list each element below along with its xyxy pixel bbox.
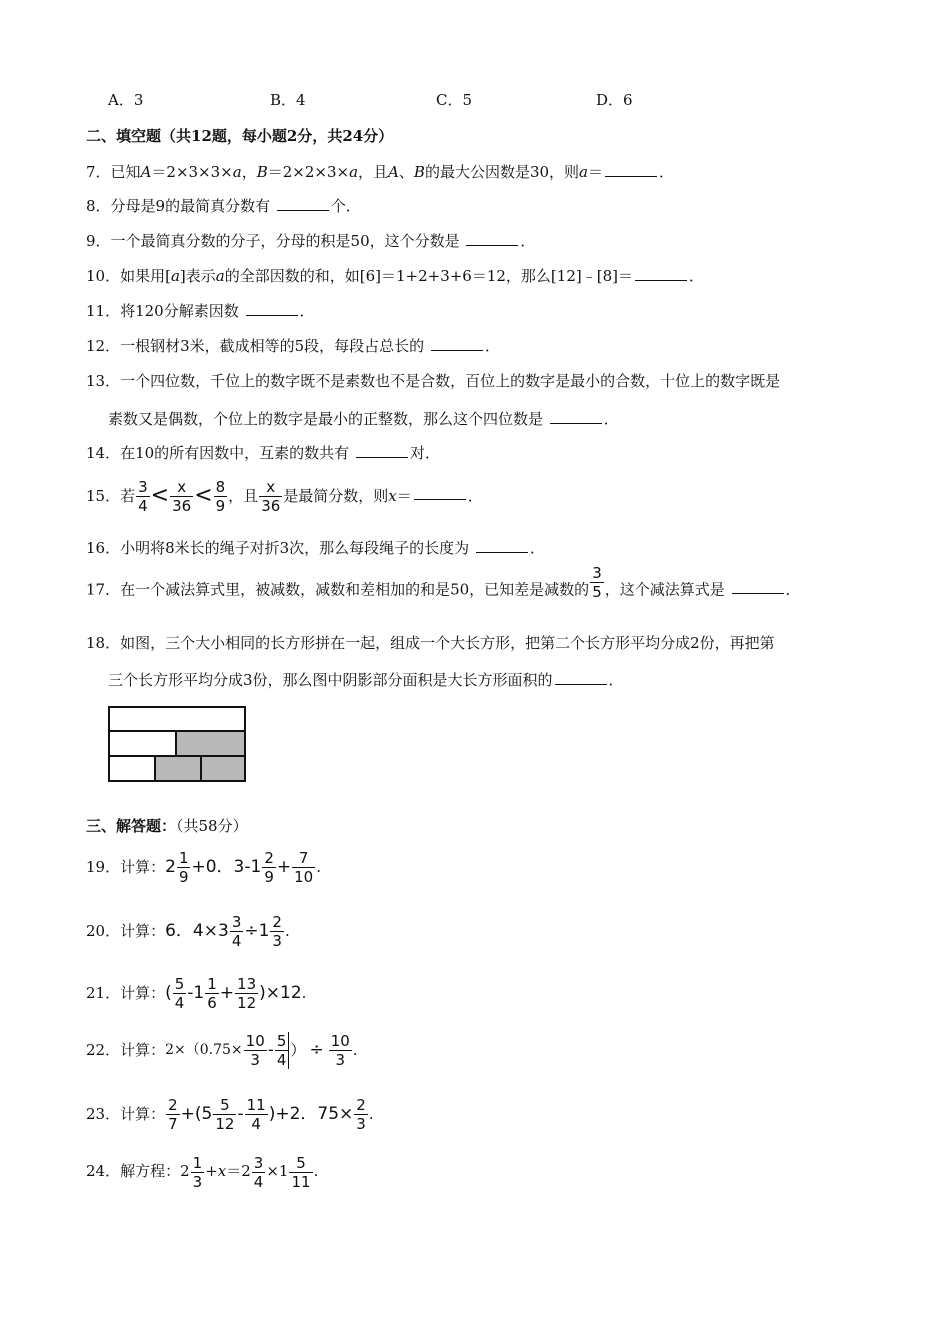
shaded-region: [202, 757, 244, 780]
fraction: $\frac{5}{4}$: [174, 974, 185, 1012]
answer-blank[interactable]: [476, 538, 528, 553]
question-16: 16．小明将8米长的绳子对折3次，那么每段绳子的长度为 ．: [86, 539, 545, 557]
option-d: D．6: [596, 91, 633, 109]
shaded-region: [177, 732, 244, 757]
fraction: $\frac{5}{4}$: [275, 1032, 290, 1069]
rectangle-row-3-left: [110, 757, 156, 780]
question-24: 24．解方程：2 $\frac{1}{3}$ +x＝2 $\frac{3}{4}$ ×1 $\frac{5}{11}$ .: [86, 1153, 319, 1191]
fraction: $\frac{10}{3}$: [330, 1031, 350, 1069]
fraction: $\frac{x}{36}$: [261, 477, 281, 515]
question-11: 11．将120分解素因数 ．: [86, 302, 315, 320]
question-8: 8．分母是9的最简真分数有 个．: [86, 197, 361, 215]
fraction: $\frac{1}{9}$: [178, 848, 189, 886]
option-b: B．4: [270, 91, 306, 109]
fraction: $\frac{5}{11}$: [291, 1153, 311, 1191]
answer-blank[interactable]: [635, 266, 687, 281]
question-13-line1: 13．一个四位数，千位上的数字既不是素数也不是合数，百位上的数字是最小的合数，十位上的数字既是: [86, 372, 781, 390]
question-22: 22．计算：2×（0.75× $\frac{10}{3}$ - $\frac{5}{4}$ ） ÷ $\frac{10}{3}$ .: [86, 1031, 358, 1069]
question-18-line1: 18．如图，三个大小相同的长方形拼在一起，组成一个大长方形，把第二个长方形平均分成2份，再把第: [86, 634, 775, 652]
rectangle-row-2-left: [110, 732, 177, 757]
fraction: $\frac{1}{3}$: [192, 1153, 203, 1191]
fraction: $\frac{11}{4}$: [246, 1095, 266, 1133]
fraction: $\frac{3}{5}$: [592, 563, 602, 601]
answer-blank[interactable]: [246, 301, 298, 316]
question-9: 9．一个最简真分数的分子，分母的积是50，这个分数是 ．: [86, 232, 536, 250]
question-18-line2: 三个长方形平均分成3份，那么图中阴影部分面积是大长方形面积的 ．: [108, 671, 624, 689]
answer-blank[interactable]: [414, 485, 466, 500]
fraction: $\frac{3}{4}$: [253, 1153, 264, 1191]
rectangle-figure: [108, 706, 246, 782]
question-12: 12．一根钢材3米，截成相等的5段，每段占总长的 ．: [86, 337, 500, 355]
question-7: 7．已知A＝2×3×3×a，B＝2×2×3×a，且A、B的最大公因数是30，则a＝ ．: [86, 163, 675, 181]
question-21: 21．计算：( $\frac{5}{4}$ -1 $\frac{1}{6}$ + $\frac{13}{12}$ )×12.: [86, 974, 307, 1012]
fraction: $\frac{13}{12}$: [237, 974, 257, 1012]
fraction: $\frac{8}{9}$: [215, 477, 226, 515]
answer-blank[interactable]: [277, 196, 329, 211]
answer-blank[interactable]: [431, 336, 483, 351]
answer-blank[interactable]: [550, 409, 602, 424]
fraction: $\frac{x}{36}$: [172, 477, 192, 515]
section-2-title: 二、填空题（共12题，每小题2分，共24分）: [86, 127, 394, 145]
question-23: 23．计算： $\frac{2}{7}$ +(5 $\frac{5}{12}$ - $\frac{11}{4}$ )+2．75× $\frac{2}{3}$ .: [86, 1095, 374, 1133]
fraction: $\frac{5}{12}$: [215, 1095, 235, 1133]
answer-blank[interactable]: [555, 670, 607, 685]
option-c: C．5: [436, 91, 473, 109]
question-13-line2: 素数又是偶数，个位上的数字是最小的正整数，那么这个四位数是 ．: [108, 410, 619, 428]
question-14: 14．在10的所有因数中，互素的数共有 对．: [86, 444, 440, 462]
question-17: 17．在一个减法算式里，被减数，减数和差相加的和是50，已知差是减数的 $\frac{3}{5}$ ，这个减法算式是 ．: [86, 563, 801, 601]
question-10: 10．如果用[a]表示a的全部因数的和，如[6]＝1+2+3+6＝12，那么[12]﹣[8]＝ ．: [86, 267, 704, 285]
fraction: $\frac{10}{3}$: [245, 1031, 265, 1069]
fraction: $\frac{2}{3}$: [356, 1095, 366, 1133]
option-a: A．3: [108, 91, 144, 109]
fraction: $\frac{3}{4}$: [138, 477, 148, 515]
fraction: $\frac{7}{10}$: [294, 848, 314, 886]
question-15: 15．若 $\frac{3}{4}$ < $\frac{x}{36}$ < $\frac{8}{9}$ ，且 $\frac{x}{36}$ 是最简分数，则x＝ ．: [86, 477, 483, 515]
fraction: $\frac{2}{7}$: [168, 1095, 178, 1133]
rectangle-row-1: [110, 708, 244, 732]
answer-blank[interactable]: [732, 579, 784, 594]
answer-blank[interactable]: [605, 162, 657, 177]
fraction: $\frac{1}{6}$: [207, 974, 217, 1012]
question-20: 20．计算：6．4×3 $\frac{3}{4}$ ÷1 $\frac{2}{3}$ .: [86, 912, 290, 950]
shaded-region: [156, 757, 202, 780]
section-3-title: 三、解答题：（共58分）: [86, 817, 248, 835]
answer-blank[interactable]: [466, 231, 518, 246]
fraction: $\frac{3}{4}$: [231, 912, 242, 950]
answer-blank[interactable]: [356, 443, 408, 458]
question-19: 19．计算：2 $\frac{1}{9}$ +0．3-1 $\frac{2}{9}$ + $\frac{7}{10}$ .: [86, 848, 321, 886]
fraction: $\frac{2}{9}$: [264, 848, 274, 886]
fraction: $\frac{2}{3}$: [272, 912, 282, 950]
